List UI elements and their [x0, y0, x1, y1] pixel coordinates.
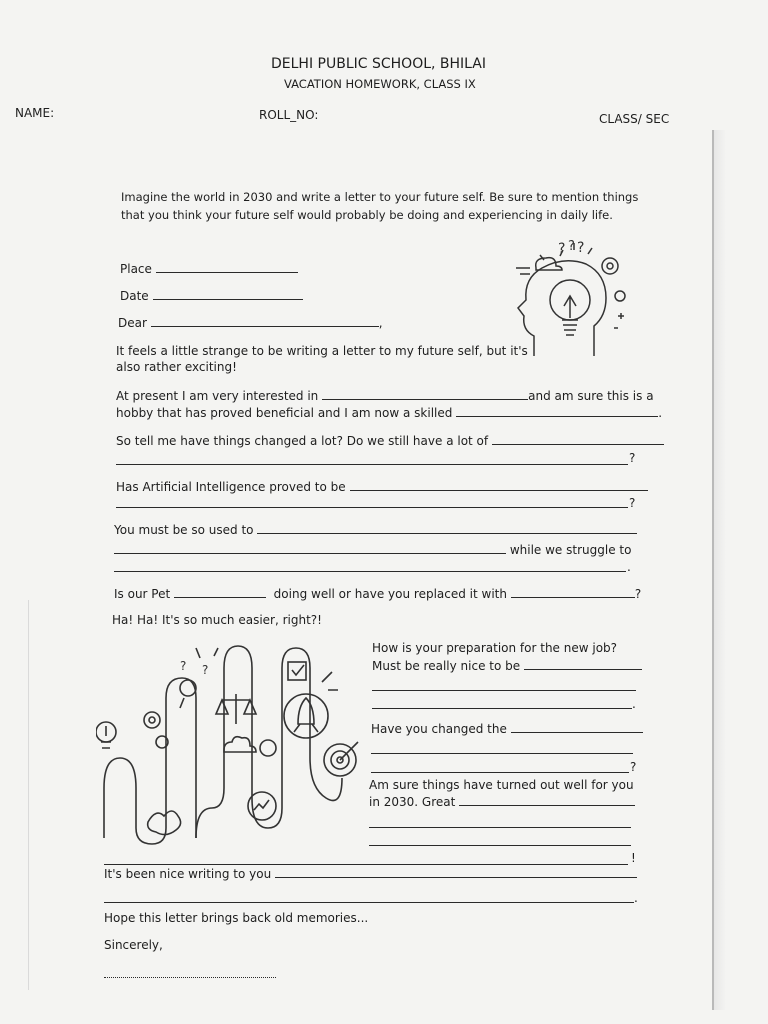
struggle-line: while we struggle to — [114, 542, 631, 557]
sincerely-line: Sincerely, — [104, 938, 163, 952]
roll-label: ROLL_NO: — [259, 108, 319, 122]
job-line-2: Must be really nice to be — [372, 658, 642, 673]
pet-blank[interactable] — [174, 586, 266, 598]
writing-line[interactable] — [116, 507, 628, 508]
writing-line[interactable] — [372, 708, 632, 709]
writing-line[interactable] — [369, 827, 631, 828]
date-label: Date — [120, 288, 303, 303]
sure-line-1: Am sure things have turned out well for you — [369, 778, 634, 792]
head-lightbulb-icon — [514, 238, 636, 356]
still-have-blank[interactable] — [492, 433, 664, 445]
writing-line[interactable] — [371, 753, 633, 754]
strange-line-1: It feels a little strange to be writing a letter to my future self, but it's — [116, 344, 528, 358]
writing-line[interactable] — [104, 864, 628, 865]
interest-blank[interactable] — [322, 388, 528, 400]
ai-line: Has Artificial Intelligence proved to be — [116, 479, 648, 494]
writing-line[interactable] — [114, 571, 626, 572]
changed-the-blank[interactable] — [511, 721, 643, 733]
exclaim-mark: ! — [631, 851, 636, 865]
dear-blank[interactable] — [151, 315, 379, 327]
question-mark: ? — [629, 451, 636, 465]
sure-line-2: in 2030. Great — [369, 794, 635, 809]
changed-the-line: Have you changed the — [371, 721, 643, 736]
interest-line: At present I am very interested in and am sure this is a — [116, 389, 654, 403]
used-to-line: You must be so used to — [114, 522, 637, 537]
school-title: DELHI PUBLIC SCHOOL, BHILAI — [271, 56, 486, 72]
skilled-blank[interactable] — [456, 405, 658, 417]
haha-line: Ha! Ha! It's so much easier, right?! — [112, 613, 322, 627]
instruction-line-1: Imagine the world in 2030 and write a letter to your future self. Be sure to mention things — [121, 190, 639, 204]
question-mark: ? — [629, 496, 636, 510]
svg-text:?: ? — [202, 663, 209, 677]
replaced-blank[interactable] — [511, 586, 635, 598]
instruction-line-2: that you think your future self would probably be doing and experiencing in daily life. — [121, 208, 613, 222]
svg-text:?: ? — [577, 240, 585, 256]
hope-line: Hope this letter brings back old memories... — [104, 911, 369, 925]
job-line-1: How is your preparation for the new job? — [372, 641, 618, 655]
changed-line: So tell me have things changed a lot? Do we still have a lot of — [116, 433, 664, 448]
period-mark: . — [627, 560, 631, 574]
svg-text:?: ? — [558, 241, 566, 257]
dear-label: Dear , — [118, 316, 383, 330]
hobby-line: hobby that has proved beneficial and I am now a skilled . — [116, 406, 663, 420]
homework-subtitle: VACATION HOMEWORK, CLASS IX — [284, 77, 476, 91]
page-edge-shadow — [712, 130, 726, 1010]
nice-writing-blank[interactable] — [275, 866, 637, 878]
pet-line: Is our Pet doing well or have you replaced it with ? — [114, 587, 642, 601]
name-label: NAME: — [15, 106, 55, 120]
signature-line[interactable] — [104, 966, 276, 981]
struggle-blank[interactable] — [114, 542, 506, 554]
nice-writing-line: It's been nice writing to you — [104, 866, 637, 881]
question-mark: ? — [630, 760, 637, 774]
ai-blank[interactable] — [350, 479, 648, 491]
ideas-path-illustration — [96, 638, 364, 846]
signature-blank[interactable] — [104, 966, 276, 978]
place-label: Place — [120, 261, 298, 276]
period-mark: . — [634, 891, 638, 905]
used-to-blank[interactable] — [257, 522, 637, 534]
nice-to-be-blank[interactable] — [524, 658, 642, 670]
strange-line-2: also rather exciting! — [116, 360, 237, 374]
svg-text:?: ? — [568, 239, 575, 254]
place-blank[interactable] — [156, 261, 298, 273]
writing-line[interactable] — [372, 690, 636, 691]
date-blank[interactable] — [153, 288, 303, 300]
left-margin-line — [28, 600, 29, 990]
period-mark: . — [632, 697, 636, 711]
great-blank[interactable] — [459, 794, 635, 806]
writing-line[interactable] — [116, 464, 628, 465]
writing-line[interactable] — [371, 772, 629, 773]
svg-text:?: ? — [180, 659, 187, 673]
writing-line[interactable] — [369, 845, 631, 846]
writing-line[interactable] — [104, 902, 634, 903]
class-label: CLASS/ SEC — [599, 112, 670, 126]
